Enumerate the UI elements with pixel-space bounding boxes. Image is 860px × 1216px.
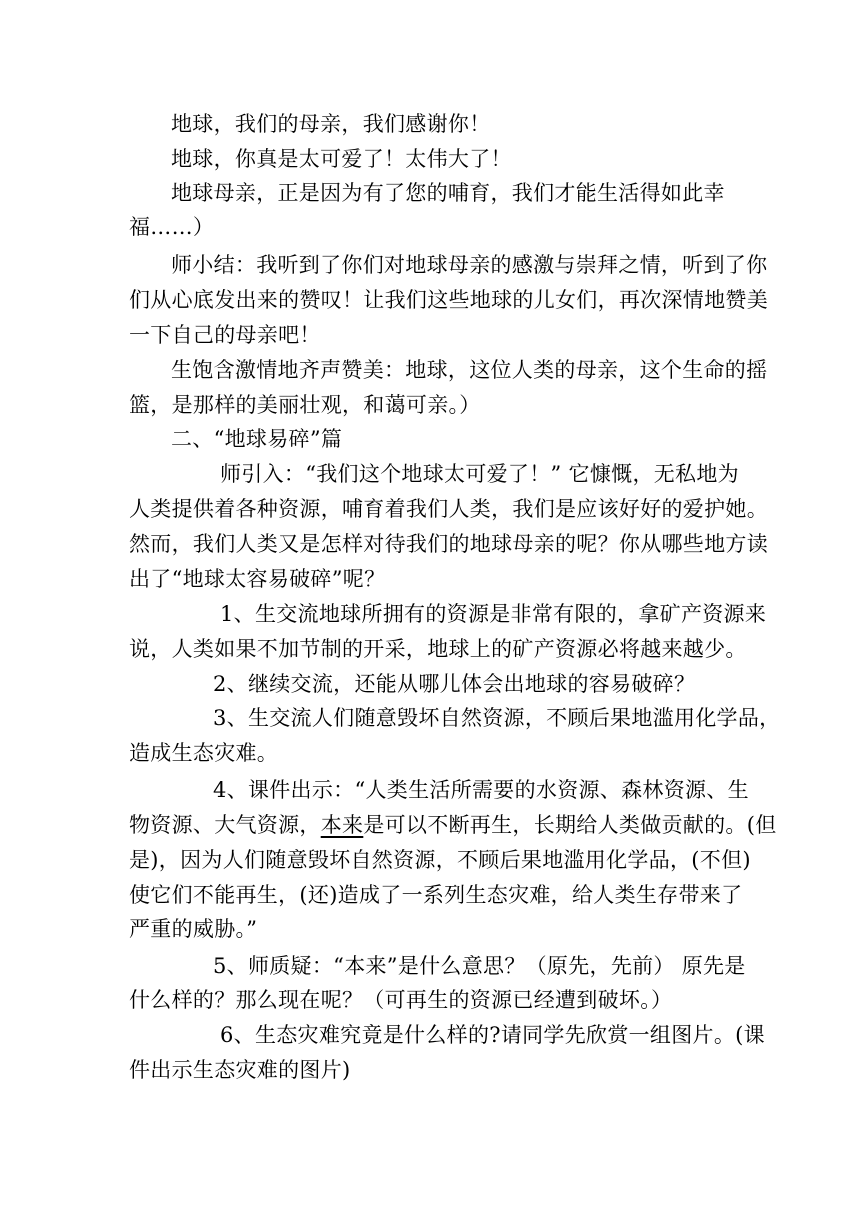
list-item: 2、继续交流，还能从哪儿体会出地球的容易破碎？ [213,672,696,696]
paragraph-line: 师小结：我听到了你们对地球母亲的感激与崇拜之情，听到了你 [171,253,768,277]
paragraph-line: 件出示生态灾难的图片) [129,1058,351,1082]
paragraph-line: 篮，是那样的美丽壮观，和蔼可亲。） [129,393,481,417]
underlined-term: 本来 [320,813,364,837]
paragraph-line: 师引入：“我们这个地球太可爱了！” 它慷慨，无私地为 [220,462,739,486]
paragraph-line: 福……） [129,215,215,239]
paragraph-line: 严重的威胁。” [129,917,258,941]
text-run: 物资源、大气资源， [129,813,321,837]
list-item: 4、课件出示：“人类生活所需要的水资源、森林资源、生 [213,778,749,802]
paragraph-line: 们从心底发出来的赞叹！让我们这些地球的儿女们，再次深情地赞美 [129,288,768,312]
paragraph-line: 造成生态灾难。 [129,741,279,765]
paragraph-line: 说，人类如果不加节制的开采，地球上的矿产资源必将越来越少。 [129,637,747,661]
paragraph-line: 使它们不能再生，(还)造成了一系列生态灾难，给人类生存带来了 [129,883,743,907]
paragraph-line: 出了“地球太容易破碎”呢？ [129,567,386,591]
list-item: 5、师质疑：“本来”是什么意思？（原先，先前） 原先是 [213,954,746,978]
list-item: 3、生交流人们随意毁坏自然资源，不顾后果地滥用化学品， [213,706,781,730]
text-run: 是可以不断再生，长期给人类做贡献的。(但 [363,813,777,837]
section-heading: 二、“地球易碎”篇 [171,427,343,451]
paragraph-line [129,810,777,840]
list-item: 1、生交流地球所拥有的资源是非常有限的，拿矿产资源来 [220,602,767,626]
paragraph-line: 什么样的？那么现在呢？（可再生的资源已经遭到破坏。） [129,988,673,1012]
paragraph-line: 人类提供着各种资源，哺育着我们人类，我们是应该好好的爱护她。 [129,497,768,521]
paragraph-line: 是)，因为人们随意毁坏自然资源，不顾后果地滥用化学品，(不但) [129,848,751,872]
paragraph-line: 然而，我们人类又是怎样对待我们的地球母亲的呢？你从哪些地方读 [129,532,768,556]
paragraph-line: 地球，我们的母亲，我们感谢你！ [171,112,491,136]
paragraph-line: 地球，你真是太可爱了！太伟大了！ [171,147,512,171]
paragraph-line: 一下自己的母亲吧！ [129,323,321,347]
paragraph-line: 地球母亲，正是因为有了您的哺育，我们才能生活得如此幸 [171,181,725,205]
list-item: 6、生态灾难究竟是什么样的?请同学先欣赏一组图片。(课 [220,1023,765,1047]
paragraph-line: 生饱含激情地齐声赞美：地球，这位人类的母亲，这个生命的摇 [171,358,768,382]
